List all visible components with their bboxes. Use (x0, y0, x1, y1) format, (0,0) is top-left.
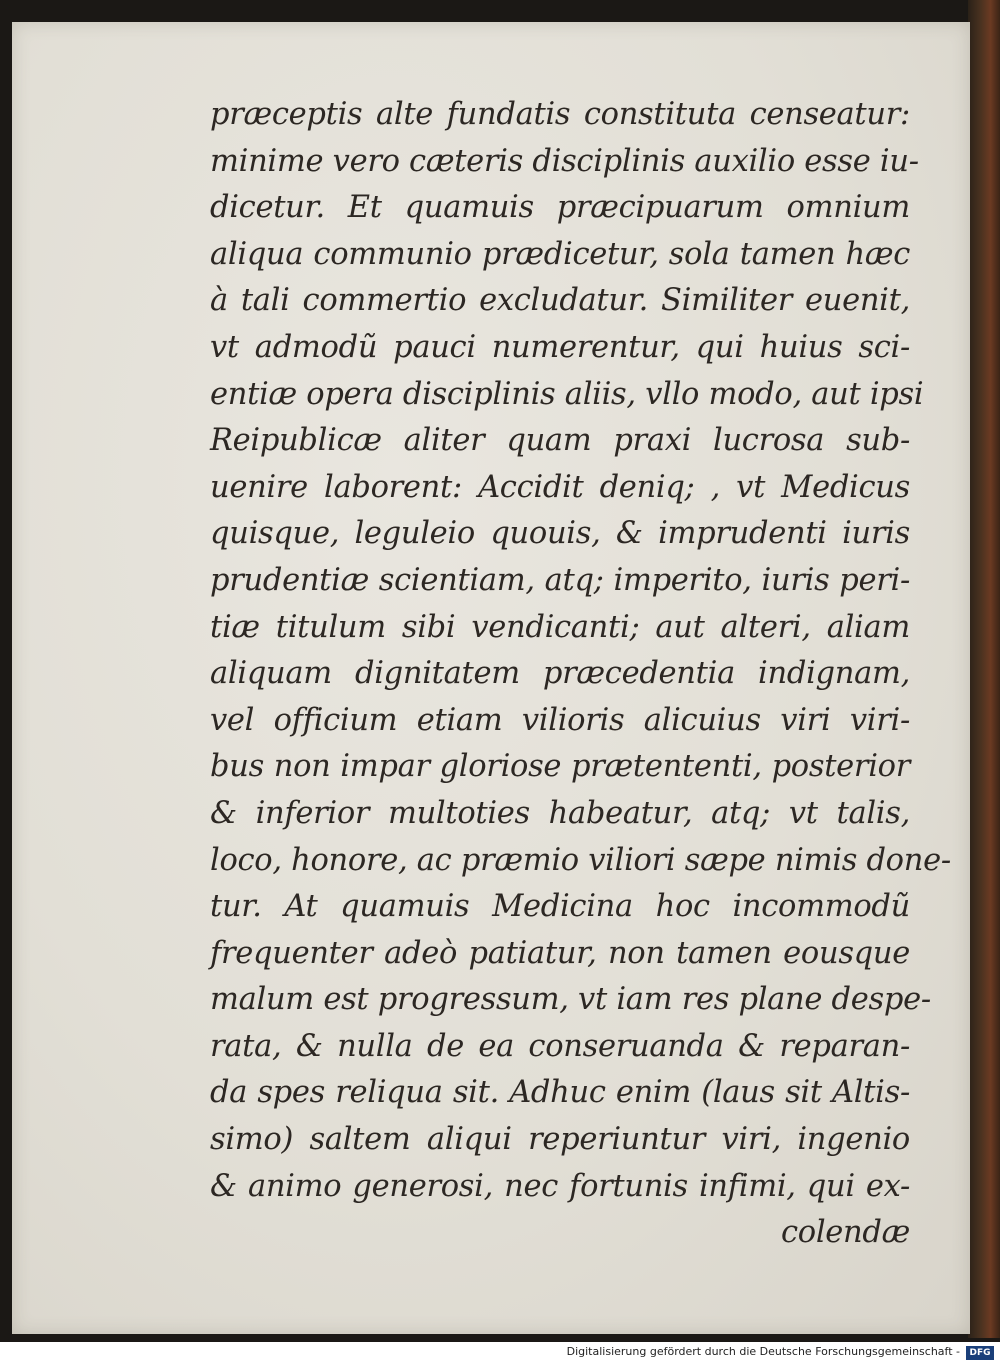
funding-credit: Digitalisierung gefördert durch die Deutsche Forschungsgemeinschaft - (566, 1345, 960, 1358)
text-line-6: vt admodũ pauci numerentur, qui huius sci- (210, 329, 910, 365)
text-line-13: aliquam dignitatem præcedentia indignam, (210, 656, 910, 692)
text-line-23: simo) saltem aliqui reperiuntur viri, ingenio (210, 1122, 910, 1158)
text-line-5: à tali commertio excludatur. Similiter euenit, (210, 283, 910, 319)
text-line-1: præceptis alte fundatis constituta censeatur: (210, 97, 910, 132)
digitization-footer (0, 1342, 1000, 1365)
text-line-12: tiæ titulum sibi vendicanti; aut alteri, aliam (210, 609, 910, 645)
book-spine-edge (968, 0, 1000, 1338)
text-line-8: Reipublicæ aliter quam praxi lucrosa sub- (210, 423, 910, 459)
text-line-9: uenire laborent: Accidit deniq; , vt Medicus (210, 469, 910, 505)
text-line-22: da spes reliqua sit. Adhuc enim (laus sit Altis- (210, 1075, 910, 1111)
catchword: colendæ (781, 1215, 910, 1251)
text-line-18: tur. At quamuis Medicina hoc incommodũ (210, 889, 910, 925)
dfg-logo-icon: DFG (966, 1346, 994, 1360)
text-line-21: rata, & nulla de ea conseruanda & reparan- (210, 1028, 910, 1064)
text-line-3: dicetur. Et quamuis præcipuarum omnium (210, 190, 910, 226)
text-line-4: aliqua communio prædicetur, sola tamen hæc (210, 236, 910, 272)
text-line-16: & inferior multoties habeatur, atq; vt talis, (210, 795, 910, 831)
latin-text-body (210, 92, 951, 1257)
text-line-15: bus non impar gloriose prætententi, posterior (210, 749, 910, 785)
text-line-14: vel officium etiam vilioris alicuius viri viri- (210, 702, 910, 738)
text-line-2: minime vero cæteris disciplinis auxilio esse iu- (210, 143, 919, 179)
text-line-10: quisque, leguleio quouis, & imprudenti iuris (210, 516, 910, 552)
text-line-19: frequenter adeò patiatur, non tamen eousque (210, 935, 910, 971)
text-line-24: & animo generosi, nec fortunis infimi, qui ex- (210, 1168, 910, 1204)
text-line-17: loco, honore, ac præmio viliori sæpe nimis done- (210, 842, 951, 878)
text-line-7: entiæ opera disciplinis aliis, vllo modo, aut ipsi (210, 376, 924, 412)
text-line-11: prudentiæ scientiam, atq; imperito, iuris peri- (210, 562, 910, 598)
text-line-20: malum est progressum, vt iam res plane despe- (210, 982, 931, 1018)
